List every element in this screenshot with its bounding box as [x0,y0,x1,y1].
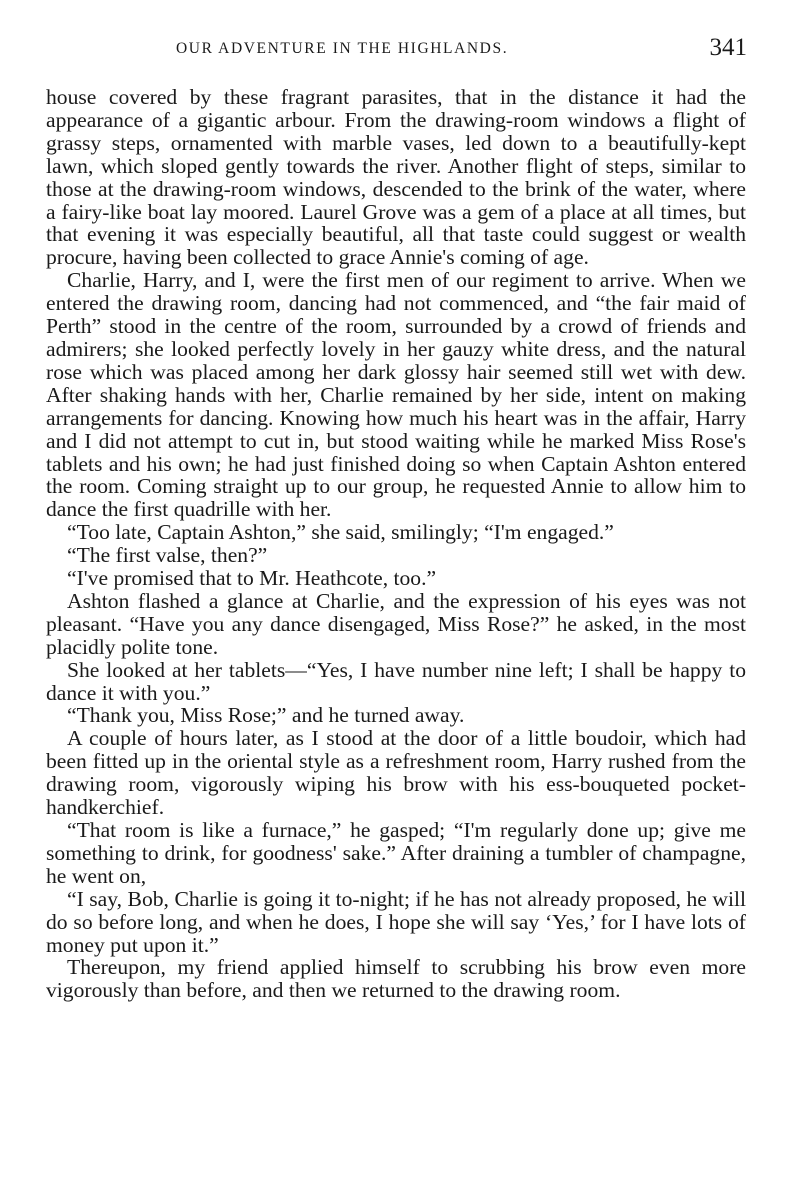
paragraph: Charlie, Harry, and I, were the first men of our regiment to arrive. When we entered the drawing room, dancing had not commenced, and “the fair maid of Perth” stood in the centre of the room, surrounded by a crowd of friends and admirers; she looked perfectly lovely in her gauzy white dress, and the natural rose which was placed among her dark glossy hair seemed still wet with dew. After shaking hands with her, Charlie remained by her side, intent on making arrangements for dancing. Knowing how much his heart was in the affair, Harry and I did not attempt to cut in, but stood waiting while he marked Miss Rose's tablets and his own; he had just finished doing so when Captain Ashton entered the room. Coming straight up to our group, he requested Annie to allow him to dance the first quadrille with her. [46,268,746,522]
paragraph: Ashton flashed a glance at Charlie, and the expression of his eyes was not pleasant. “Have you any dance disengaged, Miss Rose?” he asked, in the most placidly polite tone. [46,588,746,659]
paragraph: “The first valse, then?” [67,543,268,568]
paragraph: A couple of hours later, as I stood at the door of a little boudoir, which had been fitted up in the oriental style as a refreshment room, Harry rushed from the drawing room, vigorously wiping his brow with his ess-bouqueted pocket-handkerchief. [46,726,746,820]
paragraph: house covered by these fragrant parasites, that in the distance it had the appearance of a gigantic arbour. From the drawing-room windows a flight of grassy steps, ornamented with marble vases, led down to a beautifully-kept lawn, which sloped gently towards the river. Another flight of steps, similar to those at the drawing-room windows, descended to the brink of the water, where a fairy-like boat lay moored. Laurel Grove was a gem of a place at all times, but that evening it was especially beautiful, all that taste could suggest or wealth procure, having been collected to grace Annie's coming of age. [46,85,746,270]
paragraph: She looked at her tablets—“Yes, I have number nine left; I shall be happy to dance it with you.” [46,657,746,705]
page-number: 341 [709,34,747,61]
paragraph: “Thank you, Miss Rose;” and he turned away. [67,703,465,728]
body-text [46,86,746,1002]
paragraph: “Too late, Captain Ashton,” she said, smilingly; “I'm engaged.” [67,520,614,545]
paragraph: “That room is like a furnace,” he gasped; “I'm regularly done up; give me something to drink, for goodness' sake.” After draining a tumbler of champagne, he went on, [46,818,746,888]
paragraph: Thereupon, my friend applied himself to scrubbing his brow even more vigorously than before, and then we returned to the drawing room. [46,955,746,1003]
paragraph: “I say, Bob, Charlie is going it to-night; if he has not already proposed, he will do so before long, and when he does, I hope she will say ‘Yes,’ for I have lots of money put upon it.” [46,886,746,957]
running-title: OUR ADVENTURE IN THE HIGHLANDS. [176,40,509,57]
running-header [46,34,747,64]
paragraph: “I've promised that to Mr. Heathcote, too.” [67,566,437,591]
